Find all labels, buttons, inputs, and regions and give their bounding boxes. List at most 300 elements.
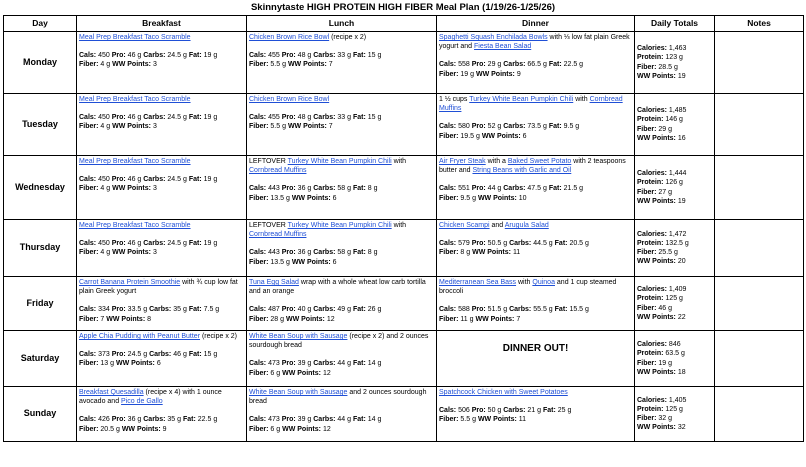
nutrition-info bbox=[249, 415, 434, 433]
pro-label: Pro: bbox=[111, 176, 126, 184]
cals-label: Cals: bbox=[249, 185, 267, 193]
recipe-link[interactable]: Spaghetti Squash Enchilada Bowls bbox=[439, 34, 548, 41]
lunch-description bbox=[249, 221, 434, 239]
ww-value: 6 bbox=[332, 258, 337, 266]
cals-label: Cals: bbox=[79, 416, 97, 424]
total-calories-label: Calories: bbox=[637, 170, 667, 178]
nutrition-info bbox=[79, 305, 244, 323]
nutrition-info bbox=[249, 248, 434, 266]
fat-value: 22.5 g bbox=[197, 416, 218, 424]
fiber-label: Fiber: bbox=[79, 123, 99, 131]
ww-label: WW Points: bbox=[285, 315, 325, 323]
ww-label: WW Points: bbox=[287, 123, 327, 131]
fat-label: Fat: bbox=[188, 176, 202, 184]
total-ww-label: WW Points: bbox=[637, 72, 676, 80]
lunch-cell bbox=[247, 220, 437, 277]
recipe-link[interactable]: Chicken Scampi bbox=[439, 222, 490, 229]
ww-label: WW Points: bbox=[112, 249, 151, 257]
carbs-value: 73.5 g bbox=[527, 123, 547, 131]
fiber-value: 4 g bbox=[100, 123, 111, 131]
description-text: with ⅓ low fat plain Greek yogurt and bbox=[439, 34, 630, 51]
fat-label: Fat: bbox=[188, 114, 202, 122]
total-calories-value: 1,485 bbox=[668, 107, 687, 115]
pro-label: Pro: bbox=[111, 52, 126, 60]
nutrition-info bbox=[79, 113, 244, 131]
ww-value: 8 bbox=[147, 315, 152, 323]
lunch-description bbox=[249, 332, 434, 350]
total-ww-label: WW Points: bbox=[637, 368, 676, 376]
ww-value: 10 bbox=[518, 194, 527, 202]
pro-label: Pro: bbox=[281, 249, 296, 257]
pro-value: 50 g bbox=[487, 407, 502, 415]
fiber-label: Fiber: bbox=[249, 315, 269, 323]
breakfast-description bbox=[79, 388, 244, 406]
total-ww-value: 19 bbox=[677, 197, 686, 205]
carbs-value: 44 g bbox=[337, 416, 352, 424]
nutrition-info bbox=[79, 350, 244, 368]
pro-value: 36 g bbox=[127, 416, 142, 424]
notes-cell[interactable] bbox=[715, 387, 804, 442]
total-protein-value: 125 g bbox=[665, 405, 683, 413]
ww-value: 3 bbox=[152, 249, 157, 257]
fiber-label: Fiber: bbox=[439, 249, 459, 257]
pro-value: 52 g bbox=[487, 123, 502, 131]
nutrition-line bbox=[249, 359, 434, 368]
total-fiber-value: 32 g bbox=[658, 415, 673, 422]
fat-value: 8 g bbox=[367, 249, 378, 257]
fat-label: Fat: bbox=[352, 185, 366, 193]
carbs-value: 24.5 g bbox=[167, 176, 187, 184]
daily-totals-cell bbox=[635, 32, 715, 94]
recipe-link[interactable]: Turkey White Bean Pumpkin Chili bbox=[287, 222, 392, 229]
cals-value: 487 bbox=[268, 306, 280, 314]
ww-label: WW Points: bbox=[112, 61, 151, 69]
total-ww-value: 32 bbox=[677, 424, 686, 432]
nutrition-line bbox=[79, 248, 244, 257]
total-fiber-label: Fiber: bbox=[637, 125, 657, 133]
cals-label: Cals: bbox=[249, 306, 267, 314]
description-text: (recipe x 2) bbox=[329, 34, 367, 41]
nutrition-line bbox=[439, 132, 632, 141]
description-text: and bbox=[489, 222, 505, 229]
total-protein-label: Protein: bbox=[637, 405, 664, 413]
fiber-label: Fiber: bbox=[249, 61, 269, 69]
cals-value: 455 bbox=[268, 52, 280, 60]
daily-totals-cell bbox=[635, 220, 715, 277]
recipe-link[interactable]: Arugula Salad bbox=[504, 222, 549, 229]
cals-label: Cals: bbox=[439, 123, 457, 131]
ww-value: 3 bbox=[152, 123, 157, 131]
breakfast-description bbox=[79, 33, 244, 42]
total-ww-value: 16 bbox=[677, 134, 686, 142]
pro-label: Pro: bbox=[111, 306, 126, 314]
recipe-link[interactable]: Quinoa bbox=[532, 279, 555, 286]
breakfast-cell bbox=[77, 32, 247, 94]
fat-label: Fat: bbox=[182, 416, 196, 424]
fat-value: 19 g bbox=[203, 52, 218, 60]
fiber-value: 13.5 g bbox=[270, 258, 290, 266]
recipe-link[interactable]: Carrot Banana Protein Smoothie bbox=[79, 279, 181, 286]
cals-label: Cals: bbox=[79, 52, 97, 60]
cals-value: 373 bbox=[98, 351, 110, 359]
fiber-label: Fiber: bbox=[249, 425, 269, 433]
cals-value: 443 bbox=[268, 185, 280, 193]
pro-value: 50.5 g bbox=[487, 240, 508, 248]
carbs-label: Carbs: bbox=[143, 240, 166, 248]
cals-label: Cals: bbox=[79, 114, 97, 122]
fat-value: 20.5 g bbox=[569, 240, 589, 248]
recipe-link[interactable]: Chicken Brown Rice Bowl bbox=[249, 34, 330, 41]
fat-label: Fat: bbox=[188, 52, 202, 60]
cals-label: Cals: bbox=[439, 185, 457, 193]
header-dinner: Dinner bbox=[437, 16, 635, 32]
description-text: with a bbox=[485, 158, 508, 165]
notes-cell[interactable] bbox=[715, 32, 804, 94]
recipe-link[interactable]: Fiesta Bean Salad bbox=[474, 43, 532, 51]
nutrition-line bbox=[439, 239, 632, 248]
nutrition-line bbox=[79, 359, 244, 368]
nutrition-info bbox=[79, 51, 244, 69]
recipe-link[interactable]: White Bean Soup with Sausage bbox=[249, 389, 348, 396]
recipe-link[interactable]: Tuna Egg Salad bbox=[249, 279, 299, 286]
total-line bbox=[637, 230, 712, 239]
meal-plan-table bbox=[3, 15, 804, 442]
fat-label: Fat: bbox=[352, 249, 366, 257]
pro-label: Pro: bbox=[471, 407, 486, 415]
total-line bbox=[637, 304, 712, 313]
recipe-link[interactable]: Spatchcock Chicken with Sweet Potatoes bbox=[439, 389, 568, 396]
carbs-value: 55.5 g bbox=[533, 306, 553, 314]
fat-label: Fat: bbox=[188, 351, 202, 359]
notes-cell[interactable] bbox=[715, 94, 804, 156]
day-label: Tuesday bbox=[4, 94, 77, 156]
fiber-value: 4 g bbox=[100, 185, 111, 193]
cals-value: 551 bbox=[458, 185, 470, 193]
cals-value: 506 bbox=[458, 407, 470, 415]
notes-cell[interactable] bbox=[715, 220, 804, 277]
daily-totals-cell bbox=[635, 94, 715, 156]
cals-value: 450 bbox=[98, 114, 110, 122]
dinner-out-label: DINNER OUT! bbox=[502, 343, 569, 354]
carbs-value: 44 g bbox=[337, 360, 352, 368]
carbs-value: 24.5 g bbox=[167, 52, 187, 60]
fat-value: 15.5 g bbox=[569, 306, 589, 314]
cals-label: Cals: bbox=[79, 306, 97, 314]
dinner-cell bbox=[437, 387, 635, 442]
pro-value: 36 g bbox=[297, 249, 312, 257]
fat-label: Fat: bbox=[542, 407, 556, 415]
fiber-value: 13 g bbox=[100, 360, 115, 368]
total-protein-value: 125 g bbox=[665, 295, 683, 303]
carbs-label: Carbs: bbox=[313, 360, 336, 368]
ww-value: 12 bbox=[326, 315, 335, 323]
daily-totals-cell bbox=[635, 156, 715, 220]
description-text: LEFTOVER bbox=[249, 158, 288, 165]
fat-value: 21.5 g bbox=[563, 185, 584, 193]
breakfast-cell bbox=[77, 94, 247, 156]
ww-value: 11 bbox=[518, 416, 527, 424]
carbs-value: 49 g bbox=[337, 306, 352, 314]
ww-label: WW Points: bbox=[112, 123, 151, 131]
ww-value: 12 bbox=[322, 425, 331, 433]
total-fiber-value: 46 g bbox=[658, 304, 673, 312]
table-row bbox=[4, 220, 804, 277]
cals-value: 473 bbox=[268, 360, 280, 368]
fiber-value: 28 g bbox=[270, 315, 285, 323]
carbs-label: Carbs: bbox=[503, 61, 526, 69]
carbs-value: 66.5 g bbox=[527, 61, 547, 69]
nutrition-line bbox=[79, 113, 244, 122]
ww-value: 6 bbox=[156, 360, 161, 368]
total-line bbox=[637, 313, 712, 322]
nutrition-line bbox=[79, 305, 244, 314]
carbs-value: 21 g bbox=[527, 407, 542, 415]
carbs-value: 58 g bbox=[337, 185, 352, 193]
pro-label: Pro: bbox=[111, 416, 126, 424]
carbs-value: 24.5 g bbox=[167, 240, 187, 248]
fat-label: Fat: bbox=[548, 185, 562, 193]
lunch-description bbox=[249, 278, 434, 296]
carbs-value: 35 g bbox=[167, 416, 182, 424]
total-calories-value: 1,463 bbox=[668, 45, 687, 53]
fat-value: 9.5 g bbox=[563, 123, 580, 131]
total-line bbox=[637, 414, 712, 423]
carbs-label: Carbs: bbox=[503, 185, 526, 193]
recipe-link[interactable]: Meal Prep Breakfast Taco Scramble bbox=[79, 96, 191, 103]
recipe-link[interactable]: Cornbread Muffins bbox=[439, 96, 623, 113]
nutrition-line bbox=[249, 184, 434, 193]
pro-value: 46 g bbox=[127, 52, 142, 60]
cals-value: 455 bbox=[268, 114, 280, 122]
nutrition-line bbox=[79, 122, 244, 131]
recipe-link[interactable]: Breakfast Quesadilla bbox=[79, 389, 144, 396]
total-fiber-value: 27 g bbox=[658, 188, 673, 196]
cals-value: 558 bbox=[458, 61, 470, 69]
recipe-link[interactable]: Air Fryer Steak bbox=[439, 158, 486, 165]
total-ww-value: 22 bbox=[677, 313, 686, 321]
total-protein-label: Protein: bbox=[637, 116, 664, 124]
table-row bbox=[4, 32, 804, 94]
dinner-cell bbox=[437, 331, 635, 387]
cals-label: Cals: bbox=[439, 407, 457, 415]
recipe-link[interactable]: Baked Sweet Potato bbox=[507, 158, 572, 165]
cals-value: 450 bbox=[98, 176, 110, 184]
ww-label: WW Points: bbox=[282, 369, 321, 377]
notes-cell[interactable] bbox=[715, 331, 804, 387]
fiber-label: Fiber: bbox=[439, 416, 459, 424]
carbs-label: Carbs: bbox=[503, 123, 526, 131]
total-ww-value: 20 bbox=[677, 258, 686, 266]
cals-value: 588 bbox=[458, 306, 470, 314]
total-protein-label: Protein: bbox=[637, 239, 664, 247]
nutrition-info bbox=[249, 305, 434, 323]
fiber-label: Fiber: bbox=[79, 185, 99, 193]
recipe-link[interactable]: White Bean Soup with Sausage bbox=[249, 333, 348, 340]
pro-value: 46 g bbox=[127, 114, 142, 122]
fat-value: 19 g bbox=[203, 240, 218, 248]
table-row bbox=[4, 277, 804, 331]
fiber-label: Fiber: bbox=[439, 315, 459, 323]
total-line bbox=[637, 44, 712, 53]
header-row bbox=[4, 16, 804, 32]
fiber-label: Fiber: bbox=[79, 425, 99, 433]
description-text: with ¾ cup low fat plain Greek yogurt bbox=[79, 279, 238, 296]
breakfast-cell bbox=[77, 156, 247, 220]
ww-label: WW Points: bbox=[291, 258, 331, 266]
notes-cell[interactable] bbox=[715, 156, 804, 220]
total-protein-label: Protein: bbox=[637, 350, 664, 358]
fiber-label: Fiber: bbox=[79, 61, 99, 69]
fiber-label: Fiber: bbox=[439, 132, 459, 140]
recipe-link[interactable]: Cornbread Muffins bbox=[249, 167, 307, 175]
pro-label: Pro: bbox=[471, 185, 486, 193]
carbs-label: Carbs: bbox=[503, 407, 526, 415]
recipe-link[interactable]: Cornbread Muffins bbox=[249, 231, 307, 239]
page-title: Skinnytaste HIGH PROTEIN HIGH FIBER Meal Plan (1/19/26-1/25/26) bbox=[250, 2, 556, 13]
description-text: with bbox=[516, 279, 533, 286]
recipe-link[interactable]: Turkey White Bean Pumpkin Chili bbox=[287, 158, 392, 165]
dinner-description bbox=[439, 33, 632, 51]
carbs-value: 33 g bbox=[337, 114, 352, 122]
nutrition-line bbox=[79, 60, 244, 69]
lunch-cell bbox=[247, 387, 437, 442]
pro-value: 39 g bbox=[297, 360, 312, 368]
description-text: LEFTOVER bbox=[249, 222, 288, 229]
total-line bbox=[637, 72, 712, 81]
recipe-link[interactable]: Meal Prep Breakfast Taco Scramble bbox=[79, 222, 191, 229]
lunch-description bbox=[249, 95, 434, 104]
total-line bbox=[637, 169, 712, 178]
table-row bbox=[4, 387, 804, 442]
carbs-value: 24.5 g bbox=[167, 114, 187, 122]
pro-label: Pro: bbox=[111, 114, 126, 122]
ww-value: 7 bbox=[328, 123, 333, 131]
fiber-value: 6 g bbox=[270, 425, 281, 433]
day-label: Wednesday bbox=[4, 156, 77, 220]
recipe-link[interactable]: Pico de Gallo bbox=[121, 398, 163, 406]
total-ww-label: WW Points: bbox=[637, 197, 676, 205]
dinner-cell bbox=[437, 220, 635, 277]
fiber-label: Fiber: bbox=[79, 315, 99, 323]
total-protein-value: 126 g bbox=[665, 179, 683, 187]
total-line bbox=[637, 197, 712, 206]
total-ww-value: 19 bbox=[677, 72, 686, 80]
recipe-link[interactable]: String Beans with Garlic and Oil bbox=[472, 167, 572, 175]
total-fiber-label: Fiber: bbox=[637, 359, 657, 367]
total-line bbox=[637, 178, 712, 187]
nutrition-line bbox=[79, 51, 244, 60]
notes-cell[interactable] bbox=[715, 277, 804, 331]
pro-label: Pro: bbox=[471, 123, 486, 131]
fiber-value: 5.5 g bbox=[460, 416, 476, 424]
cals-value: 580 bbox=[458, 123, 470, 131]
total-calories-value: 1,405 bbox=[668, 396, 687, 404]
total-calories-label: Calories: bbox=[637, 230, 667, 238]
ww-label: WW Points: bbox=[481, 132, 521, 140]
pro-value: 33.5 g bbox=[127, 306, 148, 314]
pro-label: Pro: bbox=[281, 114, 296, 122]
nutrition-line bbox=[249, 194, 434, 203]
cals-value: 334 bbox=[98, 306, 110, 314]
pro-label: Pro: bbox=[281, 416, 296, 424]
dinner-description bbox=[439, 388, 632, 397]
ww-label: WW Points: bbox=[282, 425, 321, 433]
carbs-label: Carbs: bbox=[143, 176, 166, 184]
pro-label: Pro: bbox=[281, 185, 296, 193]
fat-label: Fat: bbox=[188, 240, 202, 248]
fat-label: Fat: bbox=[548, 61, 562, 69]
total-calories-label: Calories: bbox=[637, 107, 667, 115]
cals-value: 450 bbox=[98, 240, 110, 248]
fiber-value: 5.5 g bbox=[270, 61, 286, 69]
ww-label: WW Points: bbox=[477, 416, 517, 424]
nutrition-line bbox=[439, 184, 632, 193]
ww-value: 7 bbox=[516, 315, 521, 323]
ww-value: 3 bbox=[152, 61, 157, 69]
pro-value: 39 g bbox=[297, 416, 312, 424]
total-ww-label: WW Points: bbox=[637, 313, 676, 321]
nutrition-line bbox=[439, 415, 632, 424]
nutrition-info bbox=[439, 305, 632, 323]
fiber-value: 6 g bbox=[270, 369, 281, 377]
fiber-value: 9.5 g bbox=[460, 194, 476, 202]
fat-value: 15 g bbox=[203, 351, 218, 359]
header-daily-totals: Daily Totals bbox=[635, 16, 715, 32]
recipe-link[interactable]: Meal Prep Breakfast Taco Scramble bbox=[79, 158, 191, 165]
fat-value: 15 g bbox=[367, 52, 382, 60]
recipe-link[interactable]: Chicken Brown Rice Bowl bbox=[249, 96, 330, 103]
pro-value: 46 g bbox=[127, 176, 142, 184]
fiber-label: Fiber: bbox=[79, 360, 99, 368]
recipe-link[interactable]: Apple Chia Pudding with Peanut Butter bbox=[79, 333, 201, 340]
recipe-link[interactable]: Turkey White Bean Pumpkin Chili bbox=[469, 96, 574, 103]
recipe-link[interactable]: Meal Prep Breakfast Taco Scramble bbox=[79, 34, 191, 41]
total-line bbox=[637, 188, 712, 197]
fat-label: Fat: bbox=[352, 52, 366, 60]
breakfast-description bbox=[79, 278, 244, 296]
header-notes: Notes bbox=[715, 16, 804, 32]
pro-label: Pro: bbox=[111, 240, 126, 248]
nutrition-info bbox=[439, 406, 632, 424]
nutrition-info bbox=[439, 239, 632, 257]
fat-label: Fat: bbox=[554, 306, 568, 314]
ww-label: WW Points: bbox=[472, 249, 511, 257]
nutrition-line bbox=[439, 194, 632, 203]
breakfast-description bbox=[79, 221, 244, 230]
fat-value: 25 g bbox=[557, 407, 572, 415]
total-line bbox=[637, 248, 712, 257]
lunch-cell bbox=[247, 331, 437, 387]
fiber-label: Fiber: bbox=[249, 258, 269, 266]
ww-label: WW Points: bbox=[112, 185, 151, 193]
ww-value: 7 bbox=[328, 61, 333, 69]
fiber-value: 7 bbox=[100, 315, 105, 323]
recipe-link[interactable]: Mediterranean Sea Bass bbox=[439, 279, 517, 286]
lunch-description bbox=[249, 157, 434, 175]
nutrition-line bbox=[249, 258, 434, 267]
total-line bbox=[637, 423, 712, 432]
dinner-cell bbox=[437, 277, 635, 331]
total-line bbox=[637, 53, 712, 62]
nutrition-info bbox=[249, 184, 434, 202]
cals-label: Cals: bbox=[249, 52, 267, 60]
description-text: and 2 ounces sourdough bread bbox=[249, 389, 427, 406]
total-ww-label: WW Points: bbox=[637, 258, 676, 266]
total-protein-label: Protein: bbox=[637, 54, 664, 62]
carbs-label: Carbs: bbox=[509, 306, 532, 314]
nutrition-line bbox=[249, 305, 434, 314]
breakfast-description bbox=[79, 332, 244, 341]
